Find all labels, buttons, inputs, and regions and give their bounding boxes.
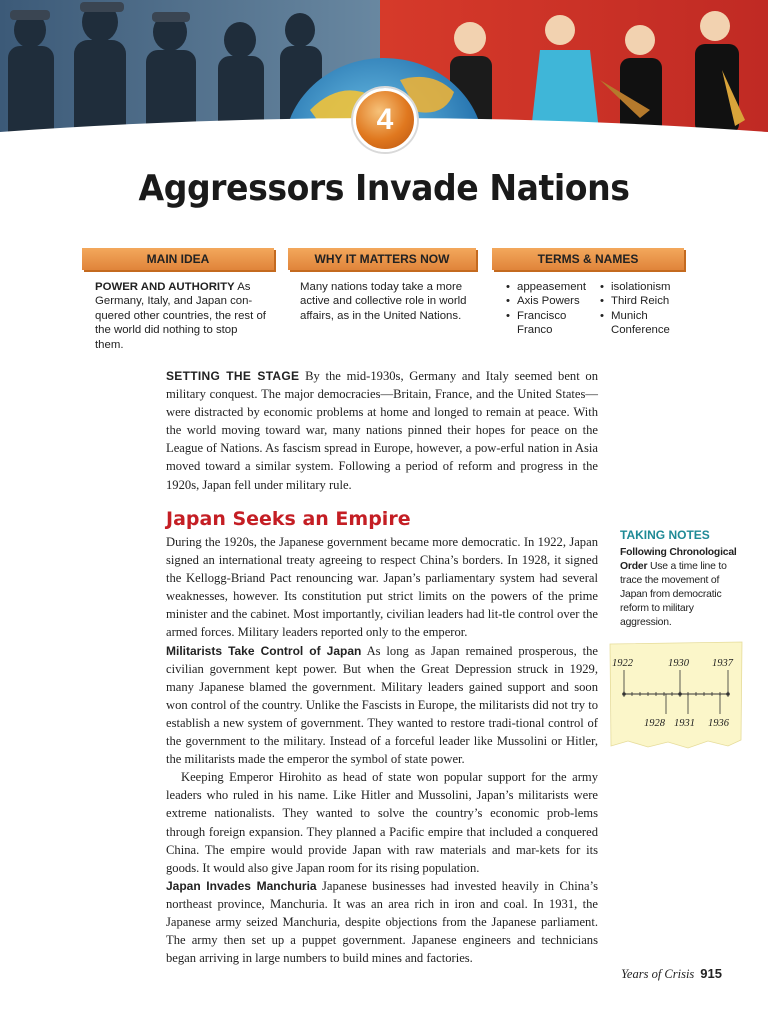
terms-list-left — [506, 280, 594, 338]
term-item: • Francisco Franco — [506, 309, 594, 338]
timeline-year-top: 1930 — [668, 658, 689, 669]
term-item: • Third Reich — [600, 294, 688, 308]
section-number-badge — [353, 88, 417, 152]
section-number: 4 — [376, 103, 394, 136]
taking-notes-lead: Following Chronological Order — [620, 547, 737, 572]
timeline-notecard — [608, 640, 744, 752]
page-number: 915 — [700, 966, 722, 981]
taking-notes-text — [620, 546, 738, 630]
page-title: Aggressors Invade Nations — [138, 168, 630, 209]
paragraph: Keeping Emperor Hirohito as head of state won popular support for the army leaders who ruled in his name. Like Hitler and Mussolini, Japan’s militarists were extreme nationalists. They wanted to solve the country’s economic prob-lems through foreign expansion. They planned a Pacific empire that included a conquered China. The empire would provide Japan with raw materials and mar-kets for its goods. It would also give Japan room for its rising population. — [166, 770, 598, 875]
subheading-manchuria: Japan Invades Manchuria — [166, 878, 317, 893]
paragraph: As long as Japan remained prosperous, the civilian government kept power. But when the Great Depression struck in 1929, many Japanese blamed the government. Military leaders gained support and soon won control of the country. Unlike the Fascists in Europe, the militarists did not try to establish a new system of government. They wanted to restore tradi-tional control of the government to the military. Instead of a forceful leader like Mussolini or Hitler, the militarists made the emperor the symbol of state power. — [166, 643, 598, 767]
main-idea-label: MAIN IDEA — [82, 248, 274, 270]
timeline-year-top: 1922 — [612, 658, 633, 669]
section-heading: Japan Seeks an Empire — [166, 508, 411, 530]
paragraph: During the 1920s, the Japanese government became more democratic. In 1922, Japan signed an international treaty agreeing to respect China’s borders. In 1928, it signed the Kellogg-Briand Pact renouncing war. Japan’s parliamentary system had several weaknesses, however. Its constitution put strict limits on the powers of the prime minister and the cabinet. Most importantly, civilian leaders had lit-tle control over the armed forces. Military leaders reported only to the emperor. — [166, 535, 598, 640]
japan-body — [166, 533, 598, 967]
main-idea-body: As Germany, Italy, and Japan con-quered other countries, the rest of the world did nothing to stop them. — [95, 281, 266, 351]
why-it-matters-label: WHY IT MATTERS NOW — [288, 248, 476, 270]
setting-stage-lead: SETTING THE STAGE — [166, 369, 300, 383]
taking-notes-heading: TAKING NOTES — [620, 528, 710, 542]
term-item: • Munich Conference — [600, 309, 688, 338]
terms-list-right — [600, 280, 688, 338]
page-footer — [621, 966, 722, 982]
subheading-militarists: Militarists Take Control of Japan — [166, 643, 362, 658]
term-item: • isolationism — [600, 280, 688, 294]
timeline-year-bottom: 1936 — [708, 718, 729, 729]
timeline-year-top: 1937 — [712, 658, 733, 669]
term-item: • appeasement — [506, 280, 594, 294]
taking-notes-body: Use a time line to trace the movement of Japan from democratic reform to military aggression. — [620, 561, 727, 628]
timeline-year-bottom: 1931 — [674, 718, 695, 729]
setting-stage-text: By the mid-1930s, Germany and Italy seemed bent on military conquest. The major democracies—Britain, France, and the United States—were distracted by economic problems at home and longed to remain at peace. With the world moving toward war, many nations pinned their hopes for peace on the League of Nations. As fascism spread in Europe, however, a pow-erful nation in Asia moved toward a similar system. Following a period of reform and progress in the 1920s, Japan fell under military rule. — [166, 369, 599, 492]
paragraph: Japanese businesses had invested heavily in China’s northeast province, Manchuria. It was an area rich in iron and coal. In 1931, the Japanese army seized Manchuria, despite objections from the Japanese parliament. The army then set up a puppet government. Japanese engineers and technicians began arriving in large numbers to build mines and factories. — [166, 878, 598, 966]
setting-the-stage — [166, 367, 598, 494]
why-it-matters-text: Many nations today take a more active and collective role in world affairs, as in the United Nations. — [300, 281, 467, 322]
main-idea-lead: POWER AND AUTHORITY — [95, 281, 235, 293]
timeline-year-bottom: 1928 — [644, 718, 665, 729]
terms-names-label: TERMS & NAMES — [492, 248, 684, 270]
term-item: • Axis Powers — [506, 294, 594, 308]
footer-book-title: Years of Crisis — [621, 967, 695, 981]
main-idea-text — [95, 280, 267, 352]
